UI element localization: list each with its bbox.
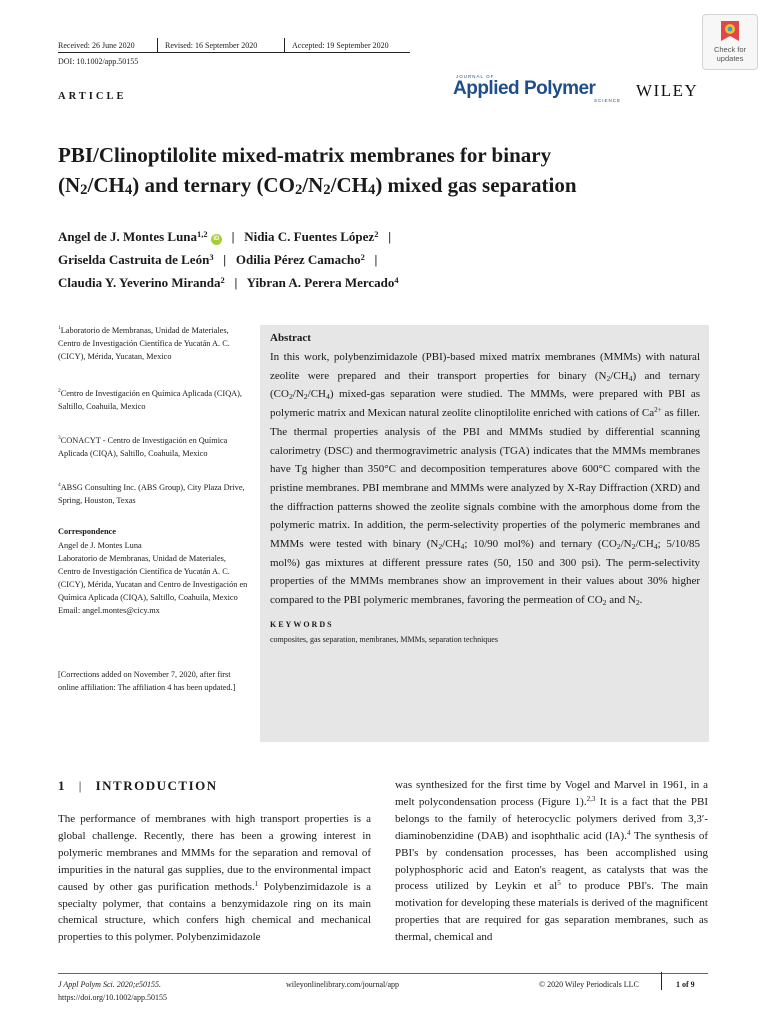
authors-line-2[interactable]: Griselda Castruita de León$^3$ | Odilia Pérez Camacho$^2$ | — [58, 252, 378, 267]
journal-small-label: JOURNAL OF — [456, 74, 495, 79]
affiliation-3: $^3$CONACYT - Centro de Investigación en Química Aplicada (CIQA), Saltillo, Coahuila, Mexico — [58, 435, 228, 458]
publisher-logo[interactable]: WILEY — [636, 81, 699, 100]
header-rule — [58, 52, 410, 53]
accepted-date: Accepted: 19 September 2020 — [292, 41, 389, 50]
correspondence-body: Angel de J. Montes Luna Laboratorio de Membranas, Unidad de Materiales, Centro de Investigación Científica de Yucatán A. C. (CICY), Mérida, Yucatan and Centro de Investigación en Química Aplicada (CIQA), Saltillo, Coahuila, Mexico Email: angel.montes@cicy.mx — [58, 541, 248, 615]
journal-science-label: SCIENCE — [594, 98, 622, 103]
title-line-2: $(N_2/CH_4)$ and ternary $(CO_2/N_2/CH_4)$ mixed gas separation — [58, 173, 577, 198]
affiliation-4: $^4$ABSG Consulting Inc. (ABS Group), City Plaza Drive, Spring, Houston, Texas — [58, 482, 245, 505]
authors-line-3[interactable]: Claudia Y. Yeverino Miranda$^2$ | Yibran A. Perera Mercado$^4$ — [58, 275, 399, 290]
keywords-list: composites, gas separation, membranes, MMMs, separation techniques — [270, 634, 498, 644]
citation: J Appl Polym Sci. 2020;e50155. — [58, 980, 161, 989]
section-title: INTRODUCTION — [95, 778, 218, 793]
intro-right-column: was synthesized for the first time by Vogel and Marvel in 1961, in a melt polycondensation process (Figure 1).$^{2,3}$ It is a fact that the PBI belongs to the family of heterocyclic polymers derived from 3,3′-diaminobenzidine (DAB) and isophthalic acid (IA).$^4$ The synthesis of PBI's by condensation processes, has been accomplished using polyphosphoric acid and Eaton's reagent, as catalysts that was the process utilized by Leykin et $al^5$ to produce PBI's. The main motivation for developing these materials is derived of the magnificent properties that are required for gas separation membranes, such as thermal, chemical and — [395, 779, 709, 944]
crossmark-icon — [719, 19, 741, 43]
doi-link[interactable]: https://doi.org/10.1002/app.50155 — [58, 993, 167, 1002]
received-date: Received: 26 June 2020 — [58, 41, 135, 50]
intro-left-column: The performance of membranes with high transport properties is a global challenge. Recently, there has been a growing interest in polymeric membranes and MMMs for the separation and removal of impurities in the natural gas supplies, due to the environmental impact caused by other gas purification methods.$^1$ Polybenzimidazole is a specialty polymer, that contains a benzymidazole ring on its main chemical structure, which confers high chemical and mechanical properties to this polymer. Polybenzimidazole — [58, 813, 371, 944]
divider — [157, 38, 158, 52]
section-number: 1 — [58, 778, 66, 793]
abstract-body: In this work, polybenzimidazole (PBI)-based mixed matrix membranes (MMMs) with natural zeolite were prepared and their transport properties for binary $(N_2/CH_4)$ and ternary $(CO_2/N_2/CH_4)$ mixed-gas separation were studied. The MMMs, were prepared with PBI as polymeric matrix and Mexican natural zeolite clinoptilolite enriched with cations of $Ca^{2+}$ as filler. The thermal properties analysis of the PBI and MMMs studied by differential scanning calorimetry (DSC) and thermogravimetric analysis (TGA) indicates that the MMMs membranes have Tg higher than 350°C and decomposition temperatures above 600°C compared with the pristine membranes. PBI membrane and MMMs were analyzed by X-Ray Diffraction (XRD) and the diffraction patterns showed the zeolite signals combine with the amorphous dome from the polymeric matrix. In addition, the perm-selectivity properties of the polymeric membranes and MMMs were tested with binary ($N_2/CH_4$; 10/90 mol%) and ternary ($CO_2/N_2/CH_4$; 5/10/85 mol%) gas mixtures at different pressure rates (50, 150 and 300 psi). The perm-selectivity properties of the MMMs membranes show an improvement in their values about 30% higher compared to the PBI polymeric membranes, favoring the permeation of $CO_2$ and $N_2$. — [270, 351, 700, 608]
title-line-1: PBI/Clinoptilolite mixed-matrix membranes for binary — [58, 143, 552, 167]
authors-line-1[interactable]: Angel de J. Montes Luna$^{1,2}$ iD | Nidia C. Fuentes López$^2$ | — [58, 229, 392, 244]
divider — [284, 38, 285, 52]
article-title — [58, 140, 718, 200]
section-separator: | — [78, 778, 83, 793]
revised-date: Revised: 16 September 2020 — [165, 41, 258, 50]
correspondence-heading: Correspondence — [58, 527, 116, 536]
abstract-box — [260, 325, 709, 742]
journal-site-link[interactable]: wileyonlinelibrary.com/journal/app — [286, 980, 400, 989]
article-type: ARTICLE — [58, 91, 127, 102]
page-number: 1 of 9 — [676, 980, 695, 989]
check-for-updates-button[interactable] — [702, 14, 758, 70]
affiliation-1: $^1$Laboratorio de Membranas, Unidad de Materiales, Centro de Investigación Científica de Yucatán A. C. (CICY), Mérida, Yucatan, Mexico — [58, 325, 230, 361]
abstract-heading: Abstract — [270, 332, 311, 344]
journal-logo[interactable]: Applied Polymer — [453, 78, 596, 99]
footer-rule — [58, 973, 708, 974]
copyright: © 2020 Wiley Periodicals LLC — [539, 980, 639, 989]
keywords-heading: KEYWORDS — [270, 619, 334, 629]
correction-note: [Corrections added on November 7, 2020, after first online affiliation: The affiliation 4 has been updated.] — [58, 670, 236, 692]
section-heading — [58, 778, 218, 794]
affiliation-2: $^2$Centro de Investigación en Química Aplicada (CIQA), Saltillo, Coahuila, Mexico — [58, 388, 243, 411]
orcid-icon[interactable]: iD — [211, 234, 222, 245]
doi[interactable]: DOI: 10.1002/app.50155 — [58, 57, 139, 66]
check-updates-label: Check for updates — [713, 45, 747, 63]
divider — [661, 972, 662, 990]
